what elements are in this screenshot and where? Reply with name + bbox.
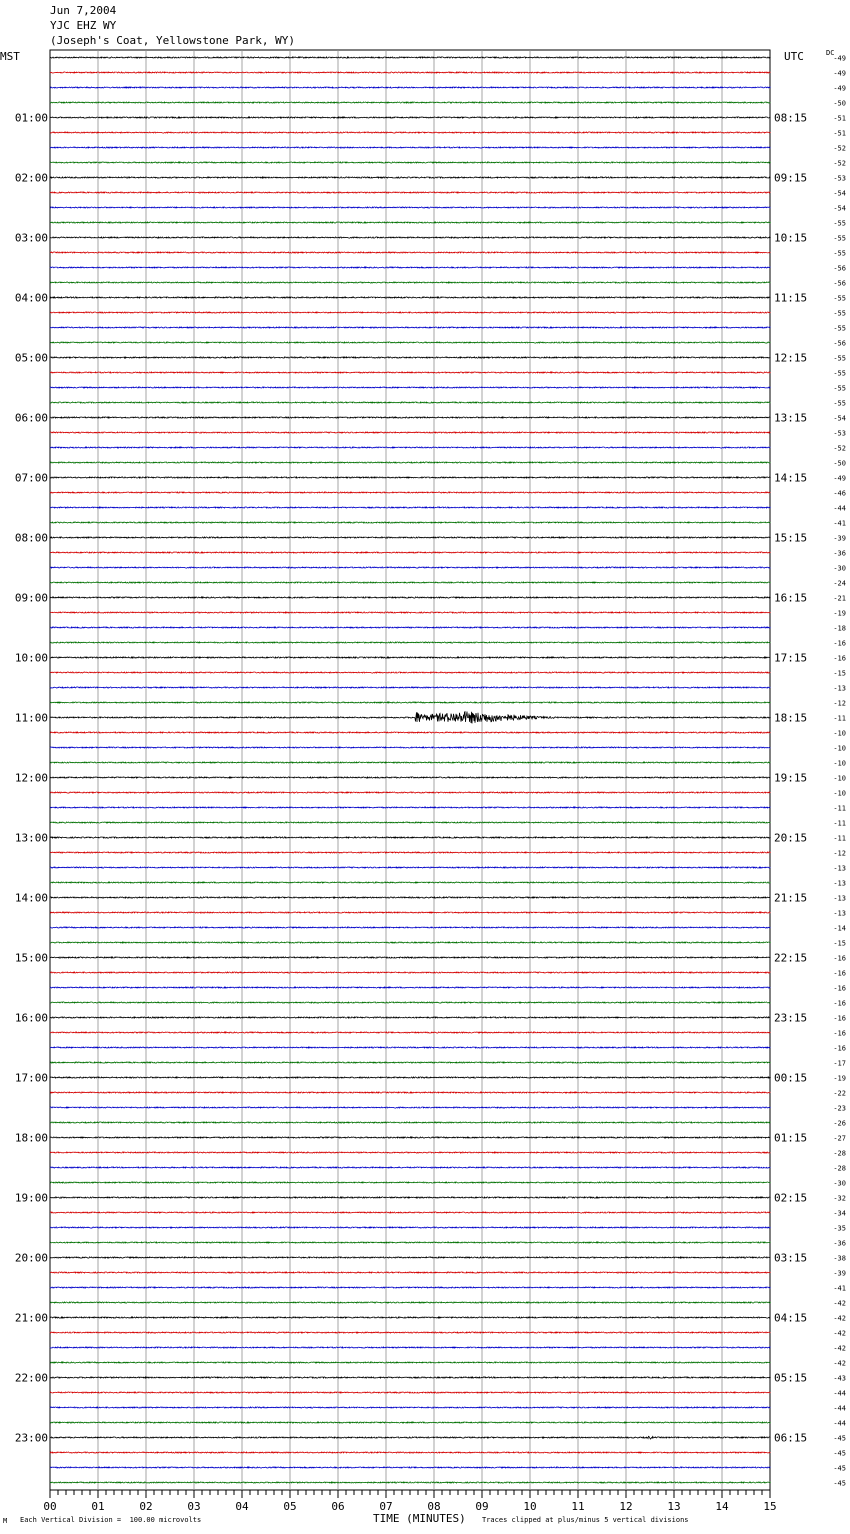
seismic-trace <box>50 72 771 73</box>
seismic-trace <box>50 987 771 988</box>
dc-offset-value: -22 <box>833 1089 846 1098</box>
dc-offset-value: -10 <box>833 774 846 783</box>
utc-hour-label: 12:15 <box>774 351 808 365</box>
seismic-trace <box>50 312 771 313</box>
dc-offset-value: -46 <box>833 489 846 498</box>
x-tick-label: 08 <box>427 1500 441 1513</box>
seismic-trace <box>50 957 771 958</box>
dc-offset-value: -45 <box>833 1449 846 1458</box>
dc-offset-value: -10 <box>833 729 846 738</box>
seismic-trace <box>50 237 771 238</box>
dc-offset-value: -49 <box>833 69 846 78</box>
dc-offset-value: -56 <box>833 264 846 273</box>
mst-axis-label: MST <box>0 50 20 63</box>
seismic-trace <box>50 822 771 823</box>
dc-offset-value: -51 <box>833 114 846 123</box>
seismic-trace <box>50 267 771 268</box>
dc-offset-value: -42 <box>833 1329 846 1338</box>
mst-hour-label: 04:00 <box>14 291 48 305</box>
seismic-trace <box>50 57 771 58</box>
utc-hour-label: 18:15 <box>774 711 808 725</box>
seismic-trace <box>50 522 771 523</box>
seismic-trace <box>50 357 771 358</box>
mst-hour-label: 22:00 <box>14 1371 48 1385</box>
seismic-trace <box>50 1302 771 1303</box>
dc-offset-value: -16 <box>833 1029 846 1038</box>
dc-offset-value: -54 <box>833 204 846 213</box>
mst-hour-label: 08:00 <box>14 531 48 545</box>
seismic-trace <box>50 507 771 508</box>
dc-offset-value: -54 <box>833 414 846 423</box>
seismic-trace <box>50 642 771 643</box>
mst-hour-label: 18:00 <box>14 1131 48 1145</box>
dc-offset-value: -50 <box>833 459 846 468</box>
seismic-trace <box>50 627 771 628</box>
seismic-trace <box>50 1092 771 1093</box>
seismic-trace <box>50 792 771 793</box>
dc-offset-value: -16 <box>833 999 846 1008</box>
dc-offset-value: -55 <box>833 234 846 243</box>
clipping-note: Traces clipped at plus/minus 5 vertical divisions <box>482 1516 689 1524</box>
dc-offset-value: -10 <box>833 789 846 798</box>
dc-offset-value: -16 <box>833 954 846 963</box>
dc-offset-value: -56 <box>833 279 846 288</box>
dc-offset-value: -13 <box>833 684 846 693</box>
seismic-trace <box>50 657 771 658</box>
seismic-trace <box>50 342 771 343</box>
seismic-trace <box>50 417 771 418</box>
dc-offset-value: -42 <box>833 1359 846 1368</box>
dc-offset-value: -16 <box>833 984 846 993</box>
seismic-trace <box>50 1047 771 1048</box>
mst-hour-label: 14:00 <box>14 891 48 905</box>
dc-offset-value: -54 <box>833 189 846 198</box>
seismic-trace <box>50 1407 771 1408</box>
seismic-trace <box>50 327 771 328</box>
seismic-trace <box>50 207 771 208</box>
mst-hour-label: 17:00 <box>14 1071 48 1085</box>
vertical-scale-note: Each Vertical Division = 100.00 microvolts <box>20 1516 202 1524</box>
seismic-trace <box>50 102 771 103</box>
seismic-trace <box>50 462 771 463</box>
utc-hour-label: 06:15 <box>774 1431 808 1445</box>
dc-offset-label: DC <box>826 49 835 57</box>
seismic-trace <box>50 882 771 883</box>
dc-offset-value: -49 <box>833 474 846 483</box>
mst-hour-label: 03:00 <box>14 231 48 245</box>
seismic-trace <box>50 732 771 733</box>
dc-offset-value: -49 <box>833 84 846 93</box>
seismic-trace <box>50 192 771 193</box>
seismic-trace <box>50 1242 771 1243</box>
seismic-trace <box>50 1167 771 1168</box>
dc-offset-value: -13 <box>833 864 846 873</box>
seismic-trace <box>50 1107 771 1108</box>
utc-hour-label: 10:15 <box>774 231 808 245</box>
seismic-trace <box>50 537 771 538</box>
plot-frame <box>50 50 770 1490</box>
dc-offset-value: -44 <box>833 504 846 513</box>
seismic-trace <box>50 612 771 613</box>
seismic-trace <box>50 777 771 778</box>
mst-hour-label: 12:00 <box>14 771 48 785</box>
dc-offset-value: -19 <box>833 609 846 618</box>
seismic-trace <box>50 852 771 853</box>
dc-offset-value: -42 <box>833 1299 846 1308</box>
seismic-trace <box>50 1467 771 1468</box>
dc-offset-value: -23 <box>833 1104 846 1113</box>
dc-offset-value: -11 <box>833 804 846 813</box>
dc-offset-value: -52 <box>833 144 846 153</box>
dc-offset-value: -52 <box>833 159 846 168</box>
utc-hour-label: 14:15 <box>774 471 808 485</box>
dc-offset-value: -55 <box>833 219 846 228</box>
station-location: (Joseph's Coat, Yellowstone Park, WY) <box>50 34 296 47</box>
seismic-trace <box>50 702 771 703</box>
seismic-trace <box>50 1032 771 1033</box>
seismic-trace <box>50 1212 771 1213</box>
seismic-trace <box>50 387 771 388</box>
dc-offset-value: -45 <box>833 1464 846 1473</box>
seismic-trace <box>50 1452 771 1453</box>
dc-offset-value: -26 <box>833 1119 846 1128</box>
dc-offset-value: -28 <box>833 1164 846 1173</box>
dc-offset-value: -16 <box>833 639 846 648</box>
x-tick-label: 00 <box>43 1500 57 1513</box>
seismic-trace <box>50 867 771 868</box>
dc-offset-value: -10 <box>833 759 846 768</box>
seismic-trace <box>50 162 771 163</box>
dc-offset-value: -45 <box>833 1479 846 1488</box>
seismic-trace <box>50 492 771 493</box>
mst-hour-label: 11:00 <box>14 711 48 725</box>
utc-hour-label: 19:15 <box>774 771 808 785</box>
dc-offset-value: -55 <box>833 384 846 393</box>
seismic-trace <box>50 222 771 223</box>
x-tick-label: 11 <box>571 1500 585 1513</box>
dc-offset-value: -52 <box>833 444 846 453</box>
dc-offset-value: -16 <box>833 654 846 663</box>
x-tick-label: 13 <box>667 1500 681 1513</box>
dc-offset-value: -53 <box>833 429 846 438</box>
seismic-trace <box>50 252 771 253</box>
mst-hour-label: 16:00 <box>14 1011 48 1025</box>
seismic-trace <box>50 942 771 943</box>
seismic-trace <box>50 87 771 88</box>
seismic-trace <box>50 927 771 928</box>
dc-offset-value: -34 <box>833 1209 846 1218</box>
dc-offset-value: -55 <box>833 369 846 378</box>
dc-offset-value: -55 <box>833 294 846 303</box>
seismic-trace <box>50 972 771 973</box>
dc-offset-value: -14 <box>833 924 846 933</box>
x-tick-label: 05 <box>283 1500 297 1513</box>
seismic-trace <box>50 282 771 283</box>
utc-hour-label: 13:15 <box>774 411 808 425</box>
utc-hour-label: 02:15 <box>774 1191 808 1205</box>
dc-offset-value: -44 <box>833 1389 846 1398</box>
utc-hour-label: 09:15 <box>774 171 808 185</box>
x-tick-label: 06 <box>331 1500 345 1513</box>
dc-offset-value: -30 <box>833 564 846 573</box>
seismic-trace <box>50 117 771 118</box>
dc-offset-value: -53 <box>833 174 846 183</box>
dc-offset-value: -42 <box>833 1344 846 1353</box>
seismic-trace <box>50 1347 771 1348</box>
seismic-trace <box>50 1362 771 1363</box>
dc-offset-value: -24 <box>833 579 846 588</box>
utc-hour-label: 20:15 <box>774 831 808 845</box>
dc-offset-value: -55 <box>833 249 846 258</box>
seismic-trace <box>50 132 771 133</box>
seismic-trace <box>50 712 771 724</box>
dc-offset-value: -55 <box>833 309 846 318</box>
utc-hour-label: 17:15 <box>774 651 808 665</box>
seismic-trace <box>50 1377 771 1378</box>
dc-offset-value: -28 <box>833 1149 846 1158</box>
seismic-trace <box>50 1272 771 1273</box>
dc-offset-value: -49 <box>833 54 846 63</box>
dc-offset-value: -11 <box>833 834 846 843</box>
corner-mark: M <box>3 1517 8 1525</box>
dc-offset-value: -18 <box>833 624 846 633</box>
utc-hour-label: 21:15 <box>774 891 808 905</box>
seismic-trace <box>50 1152 771 1153</box>
dc-offset-value: -45 <box>833 1434 846 1443</box>
seismic-trace <box>50 297 771 298</box>
utc-hour-label: 00:15 <box>774 1071 808 1085</box>
dc-offset-value: -42 <box>833 1314 846 1323</box>
seismic-trace <box>50 1197 771 1198</box>
utc-hour-label: 04:15 <box>774 1311 808 1325</box>
dc-offset-value: -17 <box>833 1059 846 1068</box>
dc-offset-value: -38 <box>833 1254 846 1263</box>
seismic-trace <box>50 1182 771 1183</box>
utc-hour-label: 01:15 <box>774 1131 808 1145</box>
dc-offset-value: -41 <box>833 519 846 528</box>
x-tick-label: 14 <box>715 1500 729 1513</box>
dc-offset-value: -36 <box>833 549 846 558</box>
seismic-trace <box>50 177 771 178</box>
seismic-trace <box>50 1436 771 1439</box>
mst-hour-label: 13:00 <box>14 831 48 845</box>
dc-offset-value: -19 <box>833 1074 846 1083</box>
seismic-trace <box>50 372 771 373</box>
x-tick-label: 01 <box>91 1500 105 1513</box>
seismic-trace <box>50 147 771 148</box>
seismic-trace <box>50 1077 771 1078</box>
seismic-trace <box>50 447 771 448</box>
dc-offset-value: -35 <box>833 1224 846 1233</box>
seismic-trace <box>50 1422 771 1423</box>
seismic-trace <box>50 477 771 478</box>
dc-offset-value: -16 <box>833 1044 846 1053</box>
seismic-trace <box>50 1392 771 1393</box>
utc-hour-label: 11:15 <box>774 291 808 305</box>
dc-offset-value: -10 <box>833 744 846 753</box>
seismic-trace <box>50 807 771 808</box>
seismic-trace <box>50 837 771 838</box>
mst-hour-label: 19:00 <box>14 1191 48 1205</box>
seismic-trace <box>50 1002 771 1003</box>
x-tick-label: 03 <box>187 1500 201 1513</box>
mst-hour-label: 10:00 <box>14 651 48 665</box>
utc-hour-label: 03:15 <box>774 1251 808 1265</box>
dc-offset-value: -13 <box>833 879 846 888</box>
seismic-trace <box>50 1062 771 1063</box>
dc-offset-value: -56 <box>833 339 846 348</box>
x-axis-title: TIME (MINUTES) <box>373 1512 466 1525</box>
dc-offset-value: -55 <box>833 399 846 408</box>
dc-offset-value: -39 <box>833 534 846 543</box>
utc-axis-label: UTC <box>784 50 804 63</box>
seismic-trace <box>50 1317 771 1318</box>
mst-hour-label: 23:00 <box>14 1431 48 1445</box>
seismic-trace <box>50 582 771 583</box>
mst-hour-label: 02:00 <box>14 171 48 185</box>
utc-hour-label: 15:15 <box>774 531 808 545</box>
dc-offset-value: -27 <box>833 1134 846 1143</box>
utc-hour-label: 05:15 <box>774 1371 808 1385</box>
seismic-trace <box>50 687 771 688</box>
x-tick-label: 07 <box>379 1500 393 1513</box>
seismic-trace <box>50 597 771 598</box>
seismic-trace <box>50 747 771 748</box>
x-tick-label: 09 <box>475 1500 489 1513</box>
seismic-trace <box>50 432 771 433</box>
dc-offset-value: -12 <box>833 699 846 708</box>
mst-hour-label: 09:00 <box>14 591 48 605</box>
dc-offset-value: -36 <box>833 1239 846 1248</box>
mst-hour-label: 21:00 <box>14 1311 48 1325</box>
mst-hour-label: 05:00 <box>14 351 48 365</box>
utc-hour-label: 22:15 <box>774 951 808 965</box>
mst-hour-label: 06:00 <box>14 411 48 425</box>
dc-offset-value: -55 <box>833 354 846 363</box>
recording-date: Jun 7,2004 <box>50 4 117 17</box>
dc-offset-value: -13 <box>833 894 846 903</box>
dc-offset-value: -51 <box>833 129 846 138</box>
seismic-trace <box>50 762 771 763</box>
seismic-trace <box>50 672 771 673</box>
seismic-trace <box>50 1137 771 1138</box>
dc-offset-value: -15 <box>833 669 846 678</box>
x-tick-label: 02 <box>139 1500 153 1513</box>
mst-hour-label: 01:00 <box>14 111 48 125</box>
dc-offset-value: -44 <box>833 1404 846 1413</box>
dc-offset-value: -43 <box>833 1374 846 1383</box>
utc-hour-label: 16:15 <box>774 591 808 605</box>
utc-hour-label: 23:15 <box>774 1011 808 1025</box>
dc-offset-value: -11 <box>833 819 846 828</box>
seismic-trace <box>50 402 771 403</box>
dc-offset-value: -16 <box>833 969 846 978</box>
dc-offset-value: -13 <box>833 909 846 918</box>
seismic-trace <box>50 1257 771 1258</box>
dc-offset-value: -21 <box>833 594 846 603</box>
seismic-trace <box>50 1122 771 1123</box>
utc-hour-label: 08:15 <box>774 111 808 125</box>
dc-offset-value: -12 <box>833 849 846 858</box>
x-tick-label: 10 <box>523 1500 537 1513</box>
dc-offset-value: -30 <box>833 1179 846 1188</box>
seismic-trace <box>50 1227 771 1228</box>
seismic-trace <box>50 1287 771 1288</box>
dc-offset-value: -55 <box>833 324 846 333</box>
x-tick-label: 15 <box>763 1500 777 1513</box>
seismic-trace <box>50 897 771 898</box>
dc-offset-value: -15 <box>833 939 846 948</box>
dc-offset-value: -50 <box>833 99 846 108</box>
seismic-trace <box>50 912 771 913</box>
x-tick-label: 12 <box>619 1500 633 1513</box>
dc-offset-value: -11 <box>833 714 846 723</box>
seismic-trace <box>50 552 771 553</box>
dc-offset-value: -44 <box>833 1419 846 1428</box>
x-tick-label: 04 <box>235 1500 249 1513</box>
mst-hour-label: 15:00 <box>14 951 48 965</box>
mst-hour-label: 20:00 <box>14 1251 48 1265</box>
station-code: YJC EHZ WY <box>50 19 117 32</box>
seismic-trace <box>50 1332 771 1333</box>
seismic-trace <box>50 1482 771 1483</box>
dc-offset-value: -41 <box>833 1284 846 1293</box>
dc-offset-value: -32 <box>833 1194 846 1203</box>
dc-offset-value: -16 <box>833 1014 846 1023</box>
seismic-trace <box>50 567 771 568</box>
seismic-trace <box>50 1017 771 1018</box>
mst-hour-label: 07:00 <box>14 471 48 485</box>
dc-offset-value: -39 <box>833 1269 846 1278</box>
